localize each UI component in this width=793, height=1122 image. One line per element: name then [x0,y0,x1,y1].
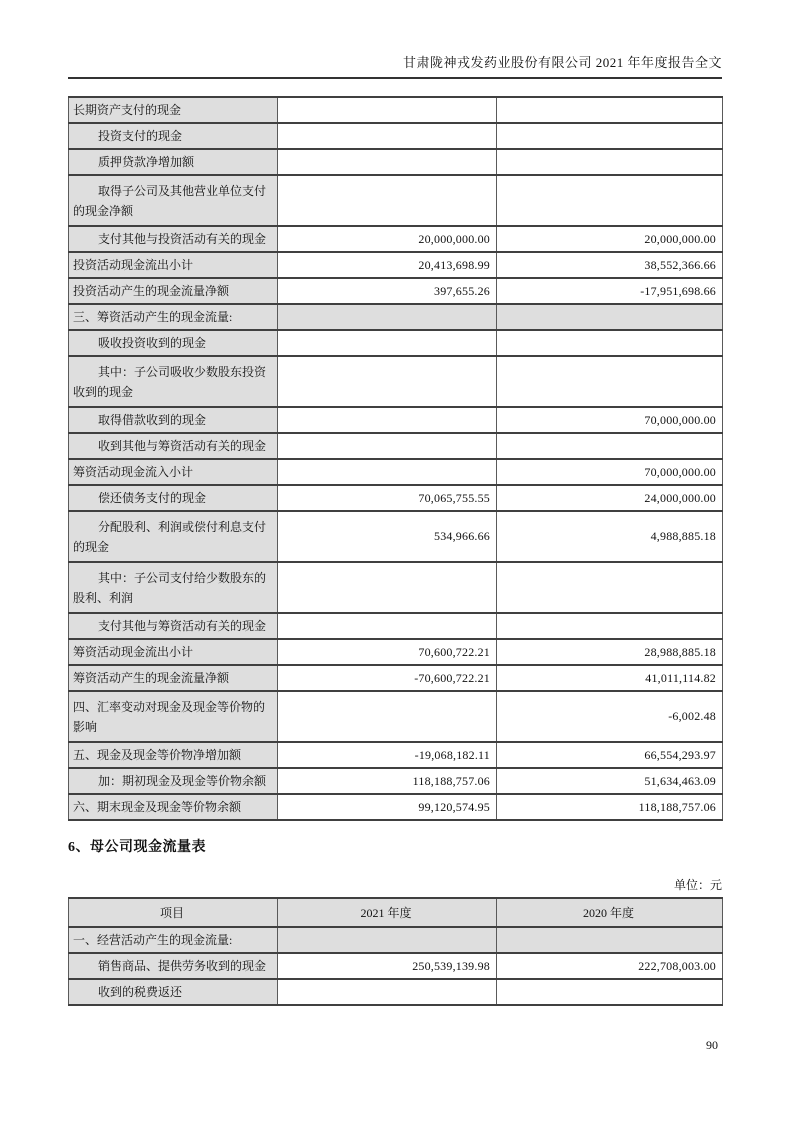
unit-label: 单位：元 [673,878,722,892]
row-label-cell: 收到的税费返还 [69,979,278,1005]
row-label-cell: 筹资活动现金流入小计 [69,459,278,485]
value-2020-cell [497,304,723,330]
row-label-cell: 吸收投资收到的现金 [69,330,278,356]
value-2020-cell [497,979,723,1005]
value-2021-cell [278,613,497,639]
value-2021-cell: 20,413,698.99 [278,252,497,278]
column-header-2021: 2021 年度 [278,898,497,927]
value-2021-cell: -70,600,722.21 [278,665,497,691]
value-2021-cell [278,356,497,407]
table-row [69,330,723,356]
table-row [69,953,723,979]
table-row [69,356,723,407]
row-label-cell: 投资支付的现金 [69,123,278,149]
table-row [69,562,723,613]
consolidated-cash-flow-table [68,96,723,821]
value-2021-cell [278,562,497,613]
row-label-cell: 分配股利、利润或偿付利息支付的现金 [69,511,278,562]
row-label-cell: 支付其他与投资活动有关的现金 [69,226,278,252]
table-row [69,407,723,433]
value-2020-cell: 51,634,463.09 [497,768,723,794]
value-2021-cell [278,330,497,356]
row-label-cell: 筹资活动产生的现金流量净额 [69,665,278,691]
row-label-cell: 取得子公司及其他营业单位支付的现金净额 [69,175,278,226]
table-row [69,433,723,459]
value-2020-cell: 20,000,000.00 [497,226,723,252]
value-2020-cell [497,330,723,356]
value-2021-cell: 99,120,574.95 [278,794,497,820]
row-label-cell: 销售商品、提供劳务收到的现金 [69,953,278,979]
value-2021-cell: -19,068,182.11 [278,742,497,768]
table-row [69,768,723,794]
value-2021-cell: 70,600,722.21 [278,639,497,665]
table-row [69,742,723,768]
value-2020-cell: 222,708,003.00 [497,953,723,979]
row-label-cell: 加：期初现金及现金等价物余额 [69,768,278,794]
row-label-cell: 投资活动现金流出小计 [69,252,278,278]
value-2020-cell: -6,002.48 [497,691,723,742]
value-2020-cell: 41,011,114.82 [497,665,723,691]
value-2020-cell [497,175,723,226]
table-row [69,665,723,691]
value-2021-cell [278,97,497,123]
table-row [69,97,723,123]
row-label-cell: 四、汇率变动对现金及现金等价物的影响 [69,691,278,742]
value-2021-cell [278,979,497,1005]
value-2020-cell [497,149,723,175]
row-label-cell: 筹资活动现金流出小计 [69,639,278,665]
value-2021-cell [278,123,497,149]
table-row [69,794,723,820]
value-2021-cell [278,459,497,485]
value-2021-cell [278,927,497,953]
column-header-item: 项目 [69,898,278,927]
row-label-cell: 偿还债务支付的现金 [69,485,278,511]
value-2020-cell: 70,000,000.00 [497,459,723,485]
value-2020-cell: 70,000,000.00 [497,407,723,433]
table-row [69,613,723,639]
table-row [69,927,723,953]
row-label-cell: 五、现金及现金等价物净增加额 [69,742,278,768]
value-2021-cell: 534,966.66 [278,511,497,562]
table-row [69,123,723,149]
table-row [69,278,723,304]
table-row [69,691,723,742]
value-2020-cell: 24,000,000.00 [497,485,723,511]
row-label-cell: 六、期末现金及现金等价物余额 [69,794,278,820]
value-2020-cell [497,562,723,613]
value-2021-cell [278,175,497,226]
table-row [69,979,723,1005]
row-label-cell: 收到其他与筹资活动有关的现金 [69,433,278,459]
row-label-cell: 质押贷款净增加额 [69,149,278,175]
row-label-cell: 支付其他与筹资活动有关的现金 [69,613,278,639]
value-2021-cell [278,407,497,433]
value-2020-cell [497,613,723,639]
parent-company-cash-flow-table [68,897,723,1006]
value-2021-cell: 397,655.26 [278,278,497,304]
value-2021-cell [278,433,497,459]
value-2021-cell: 118,188,757.06 [278,768,497,794]
value-2020-cell [497,356,723,407]
section-heading: 6、母公司现金流量表 [68,840,206,855]
row-label-cell: 三、筹资活动产生的现金流量: [69,304,278,330]
value-2021-cell [278,691,497,742]
row-label-cell: 其中：子公司支付给少数股东的股利、利润 [69,562,278,613]
row-label-cell: 投资活动产生的现金流量净额 [69,278,278,304]
value-2020-cell [497,97,723,123]
page-header-title: 甘肃陇神戎发药业股份有限公司 2021 年年度报告全文 [68,52,722,79]
table-row [69,149,723,175]
value-2021-cell [278,304,497,330]
table-row [69,252,723,278]
value-2020-cell: 66,554,293.97 [497,742,723,768]
table-row [69,639,723,665]
value-2020-cell: 38,552,366.66 [497,252,723,278]
column-header-2020: 2020 年度 [497,898,723,927]
row-label-cell: 一、经营活动产生的现金流量: [69,927,278,953]
value-2020-cell: 4,988,885.18 [497,511,723,562]
table-header-row [69,898,723,927]
table-row [69,485,723,511]
value-2020-cell [497,927,723,953]
table-row [69,304,723,330]
row-label-cell: 长期资产支付的现金 [69,97,278,123]
value-2020-cell: 28,988,885.18 [497,639,723,665]
value-2020-cell: 118,188,757.06 [497,794,723,820]
table-row [69,511,723,562]
value-2020-cell: -17,951,698.66 [497,278,723,304]
value-2021-cell: 250,539,139.98 [278,953,497,979]
value-2021-cell: 20,000,000.00 [278,226,497,252]
table-row [69,175,723,226]
value-2021-cell [278,149,497,175]
table-row [69,226,723,252]
row-label-cell: 取得借款收到的现金 [69,407,278,433]
value-2020-cell [497,433,723,459]
table-row [69,459,723,485]
value-2021-cell: 70,065,755.55 [278,485,497,511]
page-number: 90 [706,1038,718,1052]
row-label-cell: 其中：子公司吸收少数股东投资收到的现金 [69,356,278,407]
value-2020-cell [497,123,723,149]
